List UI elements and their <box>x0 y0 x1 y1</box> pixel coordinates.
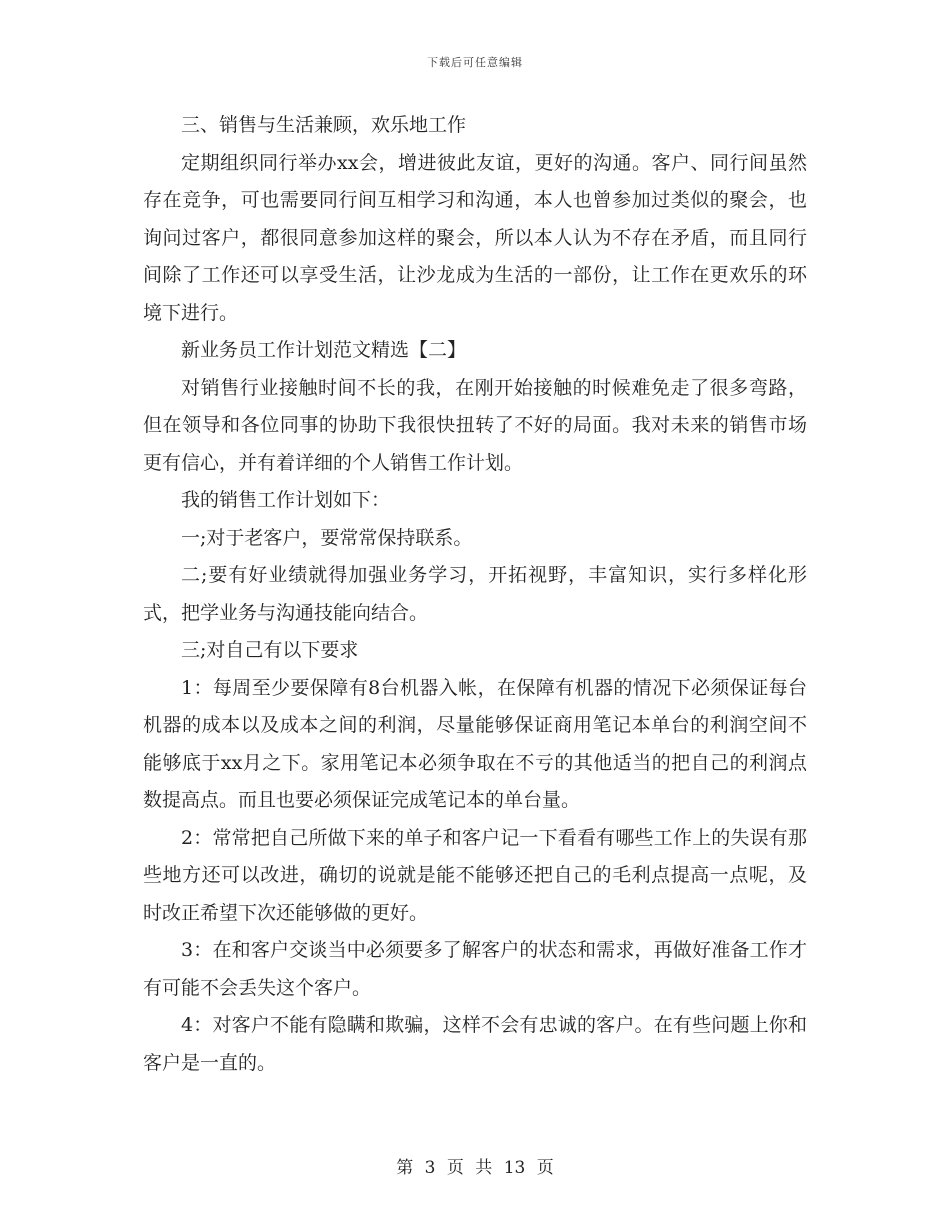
body-paragraph: 我的销售工作计划如下： <box>181 489 391 511</box>
list-item: 三;对自己有以下要求 <box>181 639 359 661</box>
page-header: 下载后可任意编辑 <box>427 56 523 69</box>
requirement-item: 3：在和客户交谈当中必须要多了解客户的状态和需求，再做好准备工作才有可能不会丢失这个客户。 <box>143 939 807 999</box>
document-body <box>143 107 807 1082</box>
section-heading: 三、销售与生活兼顾，欢乐地工作 <box>181 114 467 136</box>
requirement-item: 1：每周至少要保障有8台机器入帐，在保障有机器的情况下必须保证每台机器的成本以及成本之间的利润，尽量能够保证商用笔记本单台的利润空间不能够底于xx月之下。家用笔记本必须争取在不亏的其他适当的把自己的利润点数提高点。而且也要必须保证完成笔记本的单台量。 <box>143 676 807 811</box>
list-item: 二;要有好业绩就得加强业务学习，开拓视野，丰富知识，实行多样化形式，把学业务与沟通技能向结合。 <box>143 564 807 624</box>
requirement-item: 4：对客户不能有隐瞒和欺骗，这样不会有忠诚的客户。在有些问题上你和客户是一直的。 <box>143 1014 807 1074</box>
body-paragraph: 定期组织同行举办xx会，增进彼此友谊，更好的沟通。客户、同行间虽然存在竞争，可也需要同行间互相学习和沟通，本人也曾参加过类似的聚会，也询问过客户，都很同意参加这样的聚会，所以本人认为不存在矛盾，而且同行间除了工作还可以享受生活，让沙龙成为生活的一部份，让工作在更欢乐的环境下进行。 <box>143 151 807 324</box>
requirement-item: 2：常常把自己所做下来的单子和客户记一下看看有哪些工作上的失误有那些地方还可以改进，确切的说就是能不能够还把自己的毛利点提高一点呢，及时改正希望下次还能够做的更好。 <box>143 826 807 924</box>
article-title: 新业务员工作计划范文精选【二】 <box>181 339 467 361</box>
body-paragraph: 对销售行业接触时间不长的我，在刚开始接触的时候难免走了很多弯路，但在领导和各位同事的协助下我很快扭转了不好的局面。我对未来的销售市场更有信心，并有着详细的个人销售工作计划。 <box>143 376 807 474</box>
page-number: 第 3 页 共 13 页 <box>396 1158 554 1178</box>
list-item: 一;对于老客户，要常常保持联系。 <box>181 526 473 549</box>
